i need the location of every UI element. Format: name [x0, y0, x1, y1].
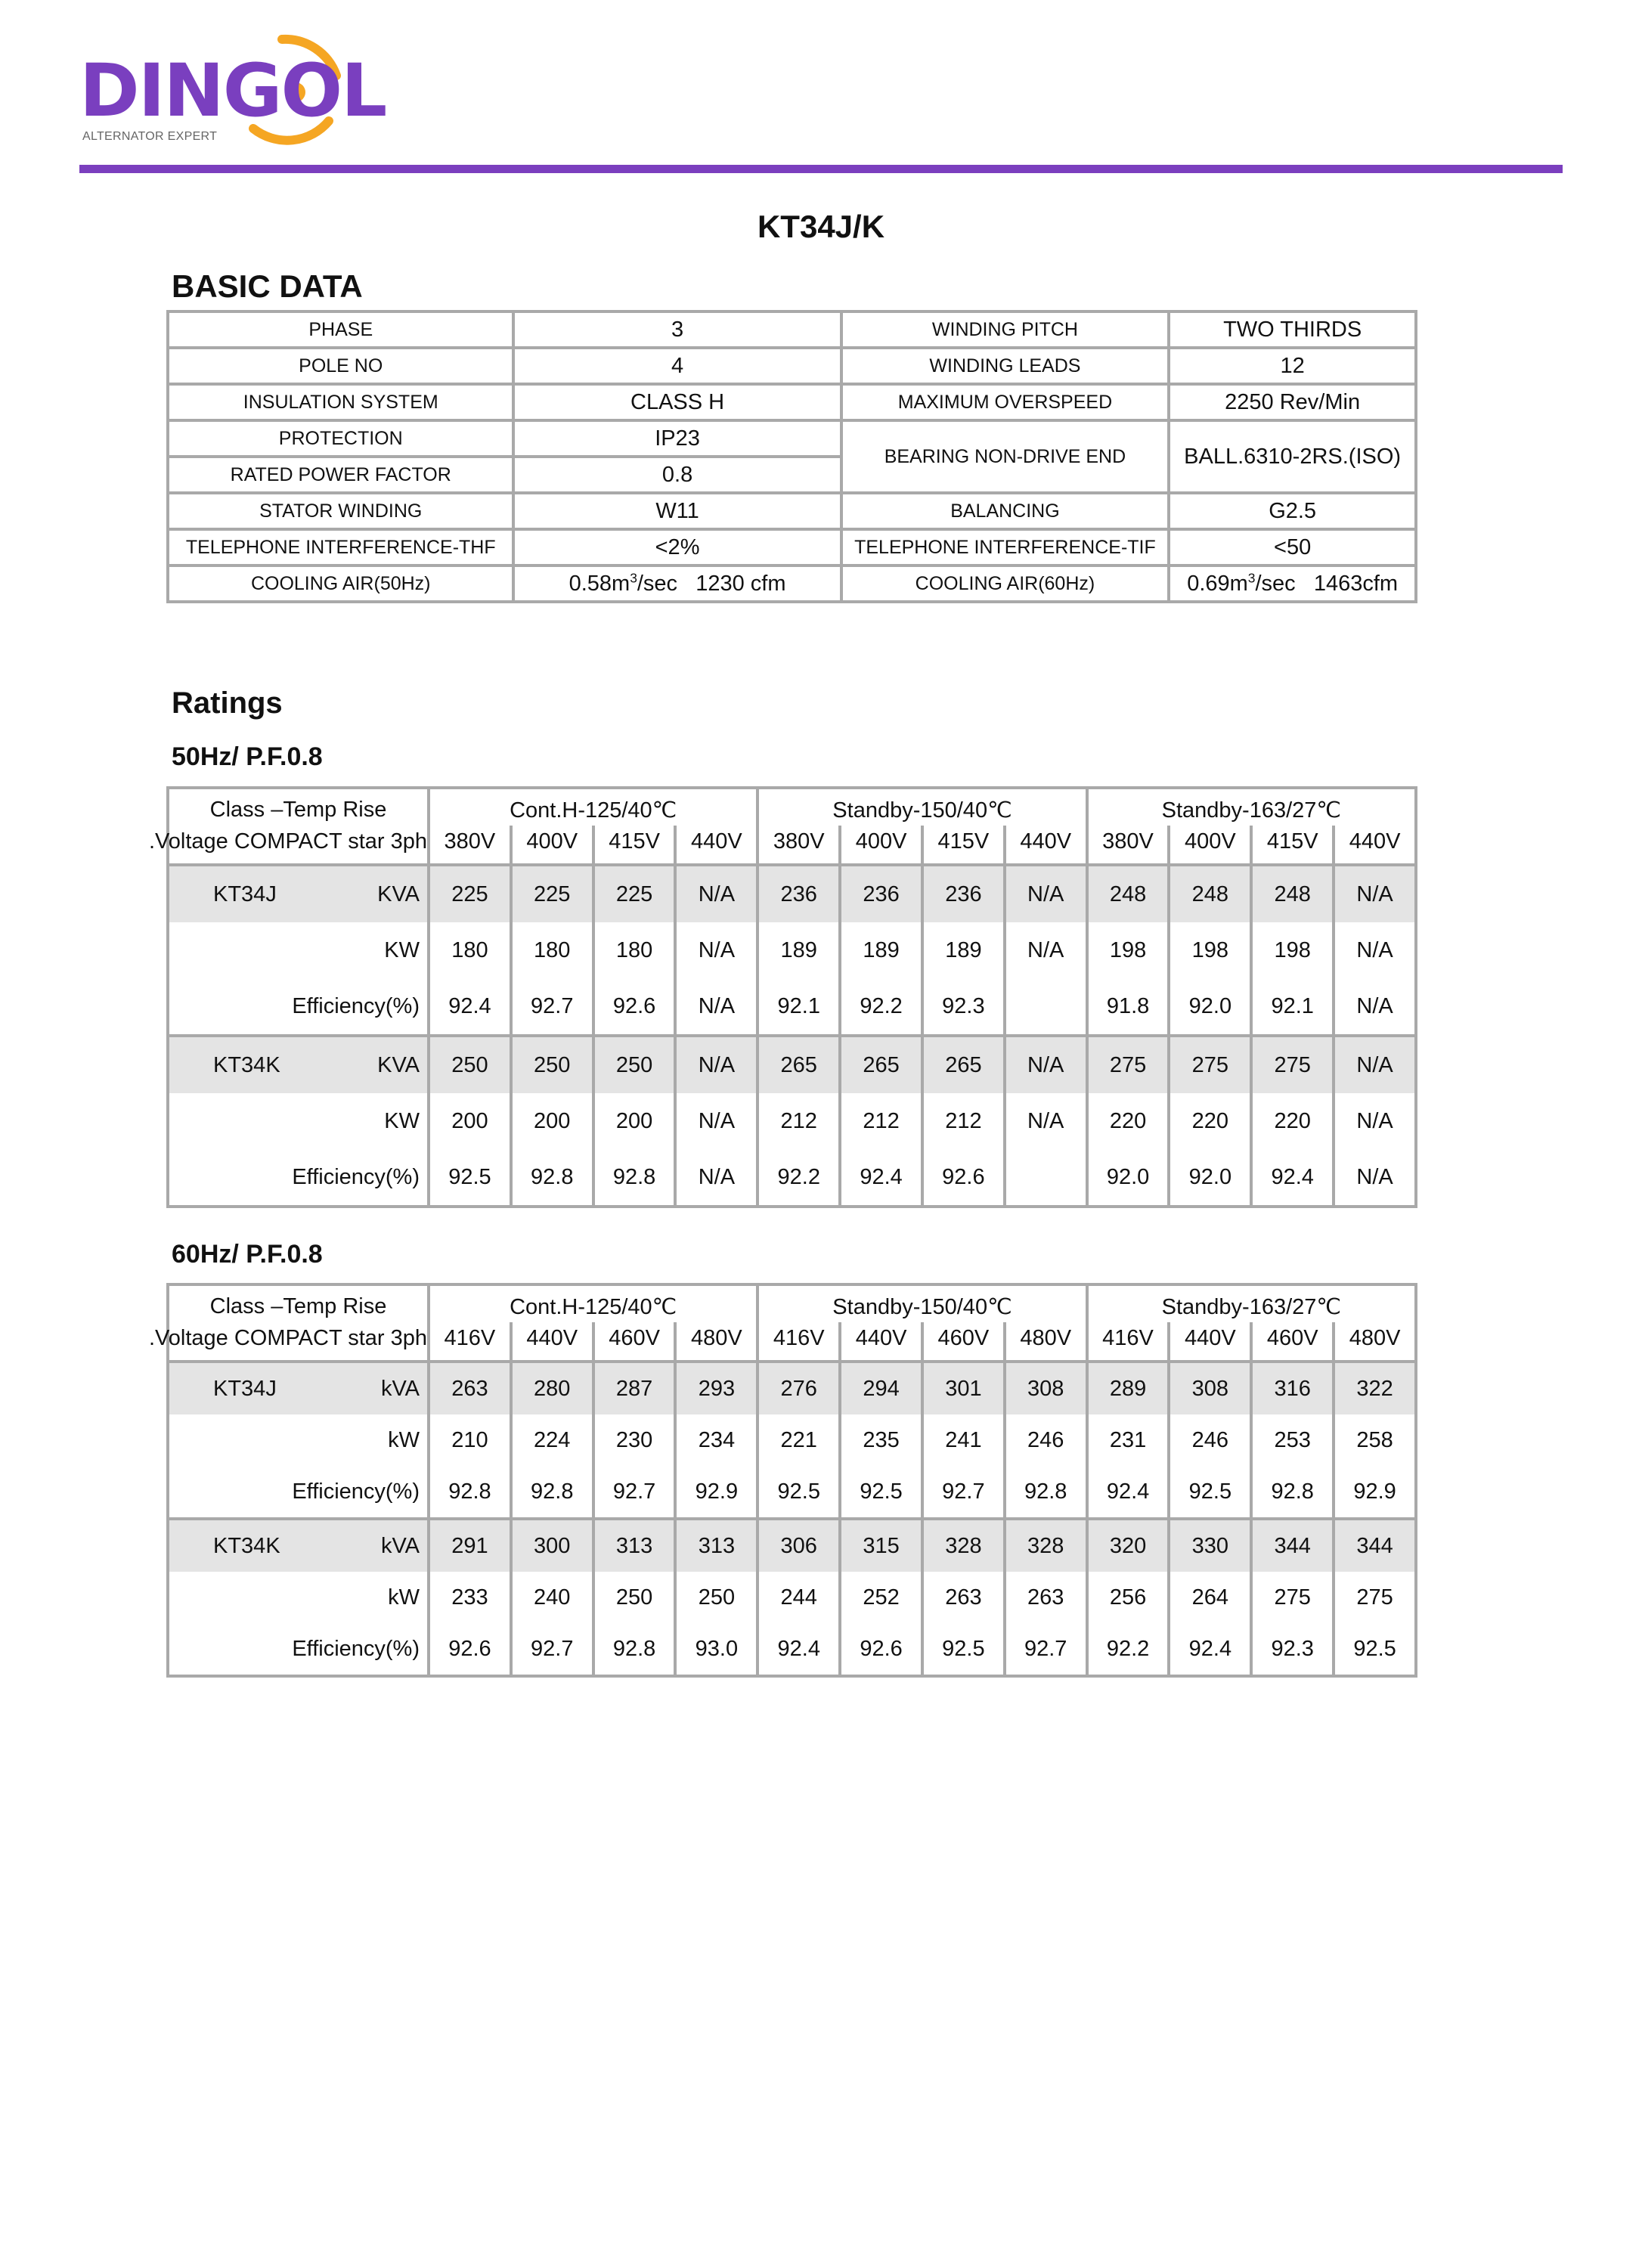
rating-value: 253 — [1251, 1414, 1334, 1466]
rating-value: 263 — [922, 1572, 1005, 1623]
table-row — [168, 1572, 1416, 1623]
spec-value: 3 — [513, 311, 841, 348]
table-row — [168, 1519, 1416, 1572]
voltage-header: 415V — [1251, 826, 1334, 865]
rating-value: N/A — [1005, 1036, 1087, 1093]
rating-value: 250 — [593, 1036, 676, 1093]
table-row — [168, 1093, 1416, 1149]
voltage-header: 380V — [757, 826, 840, 865]
rating-value: N/A — [675, 978, 757, 1036]
row-label — [169, 938, 427, 963]
table-row — [168, 565, 1416, 602]
rating-value: 225 — [593, 865, 676, 922]
voltage-header: 440V — [1169, 1322, 1251, 1362]
voltage-header: 480V — [1005, 1322, 1087, 1362]
metric-label: Efficiency(%) — [292, 1636, 420, 1661]
spec-value: W11 — [513, 493, 841, 529]
rating-value: 344 — [1251, 1519, 1334, 1572]
metric-label: KVA — [377, 881, 420, 906]
spec-value: BALL.6310-2RS.(ISO) — [1169, 420, 1416, 493]
rating-value: 92.2 — [1087, 1623, 1170, 1676]
rating-value: 91.8 — [1087, 978, 1170, 1036]
row-label — [169, 1165, 427, 1190]
rating-value: N/A — [1334, 1149, 1416, 1207]
rating-value: 275 — [1334, 1572, 1416, 1623]
rating-value: 248 — [1251, 865, 1334, 922]
rating-group-header: Standby-150/40℃ — [757, 1284, 1086, 1322]
rating-value: 275 — [1169, 1036, 1251, 1093]
voltage-connection-text: Voltage COMPACT star 3ph. — [148, 829, 427, 854]
class-temp-rise-label: Class –Temp Rise — [168, 788, 429, 826]
rating-value: 92.7 — [922, 1466, 1005, 1519]
superscript: 3 — [630, 570, 637, 586]
rating-value: 275 — [1251, 1572, 1334, 1623]
rating-value: N/A — [1334, 1036, 1416, 1093]
table-row — [168, 348, 1416, 384]
rating-value: 246 — [1005, 1414, 1087, 1466]
rating-value: 240 — [511, 1572, 593, 1623]
cooling-air-60-cfm: /sec 1463cfm — [1255, 571, 1399, 596]
rating-group-header: Standby-163/27℃ — [1087, 1284, 1416, 1322]
rating-value: 92.8 — [511, 1466, 593, 1519]
rating-value: 92.4 — [1087, 1466, 1170, 1519]
row-label-cell — [168, 1149, 429, 1207]
rating-value: 256 — [1087, 1572, 1170, 1623]
rating-value: 92.5 — [1169, 1466, 1251, 1519]
rating-value: 92.4 — [757, 1623, 840, 1676]
voltage-header: 415V — [593, 826, 676, 865]
rating-value: 92.6 — [593, 978, 676, 1036]
rating-value: 200 — [593, 1093, 676, 1149]
class-temp-rise-label: Class –Temp Rise — [168, 1284, 429, 1322]
rating-group-header: Cont.H-125/40℃ — [429, 1284, 757, 1322]
rating-value: 92.4 — [840, 1149, 922, 1207]
spec-label: INSULATION SYSTEM — [168, 384, 513, 420]
voltage-header: 380V — [429, 826, 511, 865]
metric-label: Efficiency(%) — [292, 1479, 420, 1504]
rating-value: 236 — [840, 865, 922, 922]
rating-value: 293 — [675, 1362, 757, 1414]
rating-value: 92.4 — [429, 978, 511, 1036]
ratings-50hz-heading: 50Hz/ P.F.0.8 — [172, 742, 323, 771]
rating-value: 220 — [1087, 1093, 1170, 1149]
spec-label: WINDING LEADS — [841, 348, 1170, 384]
spec-label: WINDING PITCH — [841, 311, 1170, 348]
rating-value: 275 — [1087, 1036, 1170, 1093]
cooling-air-50-flow: 0.58m — [569, 571, 630, 596]
table-row — [168, 978, 1416, 1036]
rating-value: 92.0 — [1087, 1149, 1170, 1207]
row-label-cell — [168, 978, 429, 1036]
row-label — [169, 1109, 427, 1134]
ratings-60hz-heading: 60Hz/ P.F.0.8 — [172, 1240, 323, 1269]
rating-value: 250 — [593, 1572, 676, 1623]
rating-value: 330 — [1169, 1519, 1251, 1572]
rating-value: 92.5 — [429, 1149, 511, 1207]
table-row — [168, 420, 1416, 457]
spec-value: <2% — [513, 529, 841, 565]
superscript: 3 — [1247, 570, 1256, 586]
table-row — [168, 1623, 1416, 1676]
rating-value: 92.8 — [429, 1466, 511, 1519]
header-divider — [79, 165, 1563, 173]
row-label — [169, 1428, 427, 1453]
voltage-header: 440V — [675, 826, 757, 865]
table-row — [168, 1362, 1416, 1414]
rating-value: 93.0 — [675, 1623, 757, 1676]
table-row — [168, 529, 1416, 565]
row-label — [169, 882, 427, 907]
table-row — [168, 1149, 1416, 1207]
rating-value: 248 — [1087, 865, 1170, 922]
row-label — [169, 994, 427, 1019]
voltage-connection-text: Voltage COMPACT star 3ph. — [148, 1325, 427, 1350]
rating-value: 212 — [922, 1093, 1005, 1149]
spec-label: COOLING AIR(60Hz) — [841, 565, 1170, 602]
rating-value: 189 — [840, 922, 922, 978]
spec-label: TELEPHONE INTERFERENCE-TIF — [841, 529, 1170, 565]
row-label-cell — [168, 1466, 429, 1519]
table-row — [168, 922, 1416, 978]
voltage-header: 480V — [1334, 1322, 1416, 1362]
rating-value: 308 — [1169, 1362, 1251, 1414]
rating-value: 344 — [1334, 1519, 1416, 1572]
rating-value: N/A — [1334, 865, 1416, 922]
spec-value: TWO THIRDS — [1169, 311, 1416, 348]
rating-value: 92.8 — [593, 1149, 676, 1207]
spec-label: PHASE — [168, 311, 513, 348]
rating-value: 92.7 — [511, 1623, 593, 1676]
rating-value: 263 — [429, 1362, 511, 1414]
row-label-cell — [168, 1519, 429, 1572]
row-label — [169, 1377, 427, 1402]
rating-value: 300 — [511, 1519, 593, 1572]
voltage-header: 460V — [593, 1322, 676, 1362]
rating-value: 92.6 — [840, 1623, 922, 1676]
spec-value: G2.5 — [1169, 493, 1416, 529]
rating-value: 248 — [1169, 865, 1251, 922]
rating-value: N/A — [1005, 1093, 1087, 1149]
spec-value: CLASS H — [513, 384, 841, 420]
rating-value: N/A — [1334, 1093, 1416, 1149]
rating-value: 224 — [511, 1414, 593, 1466]
spec-value: <50 — [1169, 529, 1416, 565]
logo-wordmark: DINGOL — [79, 48, 386, 133]
spec-label: STATOR WINDING — [168, 493, 513, 529]
rating-value: 92.4 — [1251, 1149, 1334, 1207]
model-name: KT34K — [213, 1533, 280, 1558]
rating-value: 92.5 — [922, 1623, 1005, 1676]
rating-value: 210 — [429, 1414, 511, 1466]
row-label-cell — [168, 865, 429, 922]
voltage-header: 400V — [840, 826, 922, 865]
spec-value: IP23 — [513, 420, 841, 457]
rating-value: 92.0 — [1169, 978, 1251, 1036]
voltage-header: 440V — [1005, 826, 1087, 865]
rating-value: N/A — [675, 1093, 757, 1149]
rating-value: 320 — [1087, 1519, 1170, 1572]
spec-label: BALANCING — [841, 493, 1170, 529]
row-label-cell — [168, 1362, 429, 1414]
rating-value: 212 — [840, 1093, 922, 1149]
metric-label: Efficiency(%) — [292, 1164, 420, 1189]
rating-value: 264 — [1169, 1572, 1251, 1623]
voltage-header: 460V — [1251, 1322, 1334, 1362]
metric-label: kW — [388, 1585, 420, 1610]
row-label — [169, 1053, 427, 1078]
rating-value: N/A — [675, 865, 757, 922]
rating-value: 265 — [922, 1036, 1005, 1093]
rating-value: 236 — [922, 865, 1005, 922]
rating-value: 92.4 — [1169, 1623, 1251, 1676]
rating-group-header: Standby-163/27℃ — [1087, 788, 1416, 826]
rating-value: 92.6 — [429, 1623, 511, 1676]
rating-value: 252 — [840, 1572, 922, 1623]
rating-value: 280 — [511, 1362, 593, 1414]
rating-value: 291 — [429, 1519, 511, 1572]
rating-value: N/A — [675, 1149, 757, 1207]
rating-value — [1005, 978, 1087, 1036]
rating-value: 225 — [429, 865, 511, 922]
spec-value: 0.8 — [513, 457, 841, 493]
voltage-connection-label — [148, 826, 429, 865]
table-row — [168, 1036, 1416, 1093]
rating-value: N/A — [675, 1036, 757, 1093]
rating-value: N/A — [1334, 922, 1416, 978]
metric-label: kW — [388, 1427, 420, 1452]
voltage-header: 400V — [1169, 826, 1251, 865]
model-name: KT34J — [213, 881, 277, 906]
header-row-voltage — [168, 1322, 1416, 1362]
rating-value: 275 — [1251, 1036, 1334, 1093]
rating-value: N/A — [1334, 978, 1416, 1036]
rating-value: 92.9 — [675, 1466, 757, 1519]
spec-label: BEARING NON-DRIVE END — [841, 420, 1170, 493]
table-row — [168, 865, 1416, 922]
rating-value: 198 — [1251, 922, 1334, 978]
voltage-header: 440V — [511, 1322, 593, 1362]
rating-value: 92.3 — [922, 978, 1005, 1036]
model-name: KT34K — [213, 1052, 280, 1077]
rating-value: 225 — [511, 865, 593, 922]
voltage-header: 416V — [429, 1322, 511, 1362]
rating-value: 328 — [922, 1519, 1005, 1572]
rating-value: 301 — [922, 1362, 1005, 1414]
rating-value: 220 — [1169, 1093, 1251, 1149]
header-row-class — [168, 788, 1416, 826]
cooling-air-50-cfm: /sec 1230 cfm — [637, 571, 786, 596]
metric-label: kVA — [380, 1376, 420, 1401]
rating-value: 92.3 — [1251, 1623, 1334, 1676]
rating-value: 212 — [757, 1093, 840, 1149]
spec-value — [1169, 565, 1416, 602]
rating-value: 230 — [593, 1414, 676, 1466]
ratings-50hz-table — [148, 786, 1417, 1208]
row-label-cell — [168, 922, 429, 978]
rating-value: 189 — [757, 922, 840, 978]
table-row — [168, 1414, 1416, 1466]
rating-value: 92.7 — [511, 978, 593, 1036]
rating-value: 220 — [1251, 1093, 1334, 1149]
rating-value: N/A — [1005, 865, 1087, 922]
spec-label: RATED POWER FACTOR — [168, 457, 513, 493]
spec-label: POLE NO — [168, 348, 513, 384]
table-row — [168, 311, 1416, 348]
spec-value — [513, 565, 841, 602]
spec-label: PROTECTION — [168, 420, 513, 457]
rating-value: 92.8 — [1251, 1466, 1334, 1519]
rating-value: N/A — [675, 922, 757, 978]
voltage-header: 380V — [1087, 826, 1170, 865]
document-title: KT34J/K — [757, 209, 885, 244]
rating-value: 265 — [840, 1036, 922, 1093]
rating-value: 287 — [593, 1362, 676, 1414]
rating-value: 328 — [1005, 1519, 1087, 1572]
rating-value: 244 — [757, 1572, 840, 1623]
voltage-header: 440V — [840, 1322, 922, 1362]
rating-value: 235 — [840, 1414, 922, 1466]
rating-value: 231 — [1087, 1414, 1170, 1466]
rating-value: 92.1 — [1251, 978, 1334, 1036]
row-label-cell — [168, 1572, 429, 1623]
rating-value: 250 — [675, 1572, 757, 1623]
rating-value: 316 — [1251, 1362, 1334, 1414]
rating-value: 313 — [593, 1519, 676, 1572]
voltage-header: 480V — [675, 1322, 757, 1362]
spec-label: TELEPHONE INTERFERENCE-THF — [168, 529, 513, 565]
rating-group-header: Cont.H-125/40℃ — [429, 788, 757, 826]
rating-value: 263 — [1005, 1572, 1087, 1623]
rating-value: 180 — [593, 922, 676, 978]
row-label — [169, 1534, 427, 1559]
rating-value: 308 — [1005, 1362, 1087, 1414]
row-label-cell — [168, 1414, 429, 1466]
row-label — [169, 1637, 427, 1662]
spec-label: COOLING AIR(50Hz) — [168, 565, 513, 602]
rating-value: 198 — [1087, 922, 1170, 978]
model-name: KT34J — [213, 1376, 277, 1401]
row-label — [169, 1585, 427, 1610]
rating-value: 92.0 — [1169, 1149, 1251, 1207]
rating-value: 198 — [1169, 922, 1251, 978]
voltage-header: 460V — [922, 1322, 1005, 1362]
metric-label: KW — [384, 1108, 420, 1133]
rating-value: 92.8 — [511, 1149, 593, 1207]
voltage-header: 415V — [922, 826, 1005, 865]
row-label-cell — [168, 1623, 429, 1676]
table-row — [168, 384, 1416, 420]
rating-value: N/A — [1005, 922, 1087, 978]
row-label-cell — [168, 1093, 429, 1149]
rating-value: 92.9 — [1334, 1466, 1416, 1519]
voltage-header: 400V — [511, 826, 593, 865]
rating-value: 221 — [757, 1414, 840, 1466]
rating-value: 315 — [840, 1519, 922, 1572]
rating-value: 313 — [675, 1519, 757, 1572]
voltage-header: 416V — [757, 1322, 840, 1362]
rating-value: 246 — [1169, 1414, 1251, 1466]
rating-value: 92.5 — [757, 1466, 840, 1519]
metric-label: KW — [384, 937, 420, 962]
logo-tagline: ALTERNATOR EXPERT — [82, 130, 218, 143]
rating-value: 236 — [757, 865, 840, 922]
rating-value: 180 — [429, 922, 511, 978]
rating-value: 276 — [757, 1362, 840, 1414]
rating-value: 92.6 — [922, 1149, 1005, 1207]
rating-value: 92.7 — [1005, 1623, 1087, 1676]
rating-value: 250 — [429, 1036, 511, 1093]
voltage-header: 416V — [1087, 1322, 1170, 1362]
rating-value: 92.2 — [757, 1149, 840, 1207]
rating-value: 92.7 — [593, 1466, 676, 1519]
table-row — [168, 1466, 1416, 1519]
voltage-connection-label — [148, 1322, 429, 1362]
rating-value — [1005, 1149, 1087, 1207]
cooling-air-60-flow: 0.69m — [1187, 571, 1248, 596]
spec-label: MAXIMUM OVERSPEED — [841, 384, 1170, 420]
rating-value: 92.8 — [1005, 1466, 1087, 1519]
rating-value: 200 — [511, 1093, 593, 1149]
dingol-logo — [79, 23, 386, 144]
rating-value: 92.1 — [757, 978, 840, 1036]
rating-value: 294 — [840, 1362, 922, 1414]
metric-label: kVA — [380, 1533, 420, 1558]
rating-value: 233 — [429, 1572, 511, 1623]
row-label-cell — [168, 1036, 429, 1093]
rating-value: 92.2 — [840, 978, 922, 1036]
rating-value: 250 — [511, 1036, 593, 1093]
spec-value: 2250 Rev/Min — [1169, 384, 1416, 420]
rating-value: 189 — [922, 922, 1005, 978]
rating-value: 92.5 — [840, 1466, 922, 1519]
rating-value: 241 — [922, 1414, 1005, 1466]
rating-value: 306 — [757, 1519, 840, 1572]
spec-value: 12 — [1169, 348, 1416, 384]
header-row-voltage — [168, 826, 1416, 865]
ratings-60hz-table — [148, 1283, 1417, 1678]
rating-value: 180 — [511, 922, 593, 978]
header-row-class — [168, 1284, 1416, 1322]
rating-value: 92.5 — [1334, 1623, 1416, 1676]
metric-label: KVA — [377, 1052, 420, 1077]
rating-value: 322 — [1334, 1362, 1416, 1414]
basic-data-heading: BASIC DATA — [172, 268, 363, 304]
table-row — [168, 493, 1416, 529]
spec-value: 4 — [513, 348, 841, 384]
voltage-header: 440V — [1334, 826, 1416, 865]
rating-value: 92.8 — [593, 1623, 676, 1676]
rating-value: 234 — [675, 1414, 757, 1466]
metric-label: Efficiency(%) — [292, 993, 420, 1018]
basic-data-table — [166, 310, 1417, 603]
rating-value: 289 — [1087, 1362, 1170, 1414]
ratings-heading: Ratings — [172, 686, 283, 720]
rating-group-header: Standby-150/40℃ — [757, 788, 1086, 826]
rating-value: 265 — [757, 1036, 840, 1093]
row-label — [169, 1479, 427, 1504]
rating-value: 200 — [429, 1093, 511, 1149]
rating-value: 258 — [1334, 1414, 1416, 1466]
